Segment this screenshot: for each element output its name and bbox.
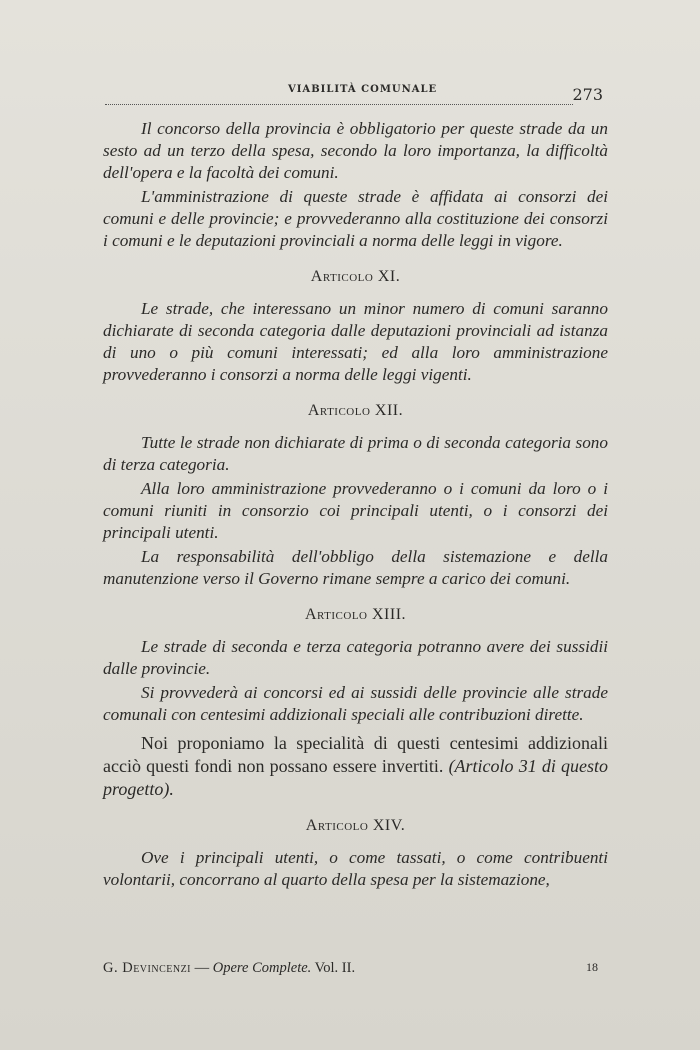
article-heading: Articolo XI. (310, 268, 401, 285)
article-heading: Articolo XII. (307, 402, 404, 419)
article-reference: (Articolo 31 di questo progetto). (103, 756, 609, 799)
article-heading: Articolo XIV. (305, 817, 406, 834)
signature-mark: 18 (586, 960, 598, 974)
running-head (105, 80, 603, 110)
paragraph: Tutte le strade non dichiarate di prima o di seconda categoria sono di terza categoria. (103, 433, 608, 474)
paragraph: Si provvederà ai concorsi ed ai sussidi delle provincie alle strade comunali con centesimi addizionali speciali alle contribuzioni dirette. (103, 683, 608, 724)
footer-volume: Vol. II. (314, 960, 356, 976)
commentary-paragraph (103, 732, 608, 801)
paragraph: Le strade, che interessano un minor numero di comuni saranno dichiarate di seconda categoria dalle deputazioni provinciali ad istanza di uno o più comuni interessati; ed alla loro amministrazione provvederanno i consorzi a norma delle leggi vigenti. (103, 299, 608, 384)
commentary-text: Noi proponiamo la specialità di questi centesimi addizionali acciò questi fondi non possano essere invertiti. (103, 733, 608, 776)
paragraph: Ove i principali utenti, o come tassati, o come contribuenti volontarii, concorrano al quarto della spesa per la sistemazione, (103, 848, 608, 889)
footer-dash: — (194, 960, 210, 976)
paragraph: L'amministrazione di queste strade è affidata ai consorzi dei comuni e delle provincie; e provvederanno alla costituzione dei consorzi i comuni e le deputazioni provinciali a norma delle leggi in vigore. (103, 187, 608, 250)
running-title: VIABILITÀ COMUNALE (288, 84, 438, 95)
footer-author: G. Devincenzi (103, 960, 192, 976)
paragraph: La responsabilità dell'obbligo della sistemazione e della manutenzione verso il Governo rimane sempre a carico dei comuni. (103, 547, 608, 588)
paragraph: Alla loro amministrazione provvederanno o i comuni da loro o i comuni riuniti in consorzio coi principali utenti, o i consorzi dei principali utenti. (103, 479, 608, 542)
page-body (103, 118, 608, 893)
page-number: 273 (572, 85, 603, 104)
article-heading: Articolo XIII. (304, 606, 407, 623)
header-rule (105, 104, 573, 105)
footer-work-title: Opere Complete. (212, 960, 312, 976)
paragraph: Le strade di seconda e terza categoria potranno avere dei sussidii dalle provincie. (103, 637, 608, 678)
page-footer (103, 960, 598, 980)
paragraph: Il concorso della provincia è obbligatorio per queste strade da un sesto ad un terzo della spesa, secondo la loro importanza, la difficoltà dell'opera e la facoltà dei comuni. (103, 119, 608, 182)
